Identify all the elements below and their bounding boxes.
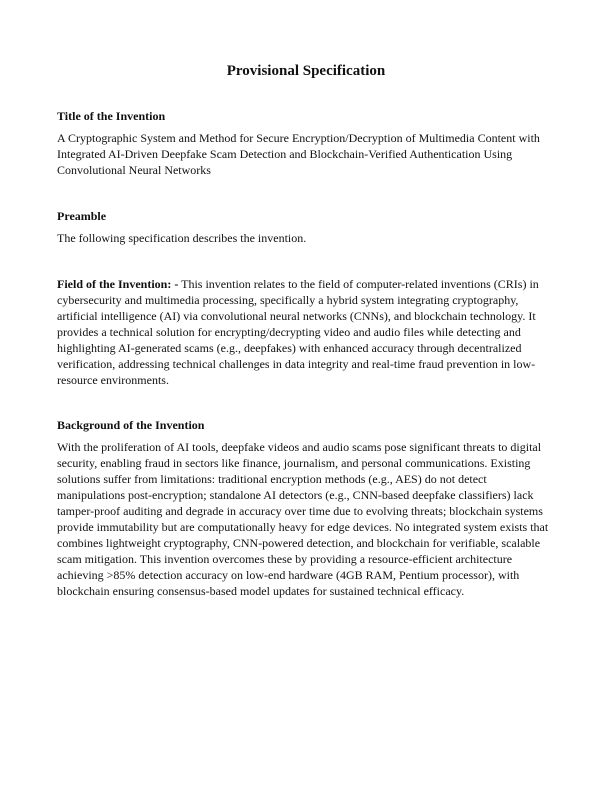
section-heading: Preamble	[57, 209, 107, 223]
field-paragraph	[57, 276, 547, 388]
invention-title-text: A Cryptographic System and Method for Secure Encryption/Decryption of Multimedia Content with Integrated AI-Driven Deepfake Scam Detection and Blockchain-Verified Authentication Using Convolutional Neural Networks	[57, 131, 540, 177]
document-title: Provisional Specification	[226, 63, 386, 79]
field-text: This invention relates to the field of computer-related inventions (CRIs) in cybersecurity and multimedia processing, specifically a hybrid system integrating cryptography, artificial intelligence (AI) via convolutional neural networks (CNNs), and blockchain technology. It provides a technical solution for encrypting/decrypting video and audio files while detecting and highlighting AI-generated scams (e.g., deepfakes) with enhanced accuracy through decentralized verification, addressing technical challenges in data integrity and real-time fraud prevention in low-resource environments.	[57, 277, 539, 387]
section-field-of-invention	[57, 276, 555, 388]
preamble-text: The following specification describes the invention.	[57, 231, 307, 245]
section-heading: Background of the Invention	[57, 418, 205, 432]
field-heading: Field of the Invention: -	[57, 277, 179, 291]
section-heading: Title of the Invention	[57, 109, 166, 123]
background-text: With the proliferation of AI tools, deepfake videos and audio scams pose significant threats to digital security, enabling fraud in sectors like finance, journalism, and personal communications. Existing solutions suffer from limitations: traditional encryption methods (e.g., AES) do not detect manipulations post-encryption; standalone AI detectors (e.g., CNN-based deepfake classifiers) lack tamper-proof auditing and degrade in accuracy over time due to evolving threats; blockchain systems provide immutability but are computationally heavy for edge devices. No integrated system exists that combines lightweight cryptography, CNN-powered detection, and blockchain for verifiable, scalable scam mitigation. This invention overcomes these by providing a resource-efficient architecture achieving >85% detection accuracy on low-end hardware (4GB RAM, Pentium processor), with blockchain ensuring consensus-based model updates for sustained technical efficacy.	[57, 440, 549, 598]
